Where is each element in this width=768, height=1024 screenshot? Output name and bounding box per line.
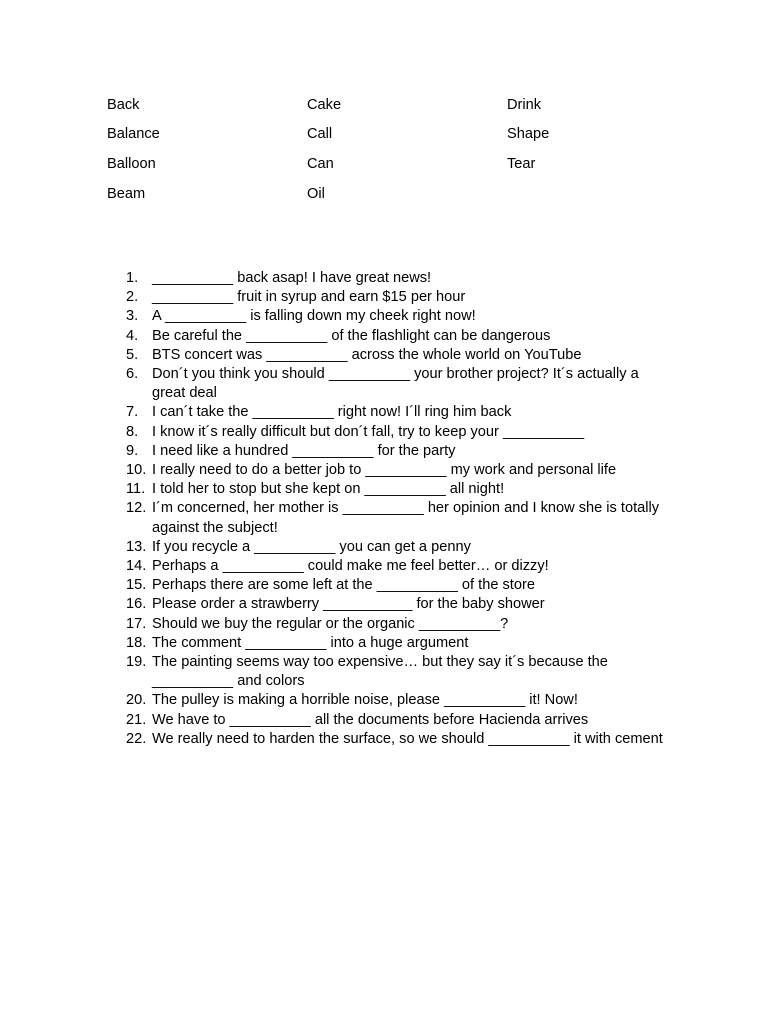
exercise-sentence: Be careful the __________ of the flashlight can be dangerous xyxy=(152,327,551,344)
exercise-sentence: Perhaps there are some left at the __________ of the store xyxy=(152,577,535,594)
word-bank-word: Oil xyxy=(307,185,325,202)
word-bank-row xyxy=(107,90,707,120)
exercise-sentence: I really need to do a better job to __________ my work and personal life xyxy=(152,462,617,479)
exercise-number: 2. xyxy=(126,289,139,306)
word-bank-word: Beam xyxy=(107,185,146,202)
exercise-item xyxy=(126,576,666,595)
exercise-item xyxy=(126,499,666,537)
exercise-sentence: Should we buy the regular or the organic __________? xyxy=(152,615,509,632)
word-bank-word: Cake xyxy=(307,96,342,113)
exercise-sentence: I know it´s really difficult but don´t fall, try to keep your __________ xyxy=(152,423,585,440)
word-bank xyxy=(107,90,707,208)
exercise-sentence: The comment __________ into a huge argument xyxy=(152,634,469,651)
exercise-item xyxy=(126,557,666,576)
exercise-sentence: We really need to harden the surface, so we should __________ it with cement xyxy=(152,730,663,747)
word-bank-row xyxy=(107,120,707,150)
exercise-item xyxy=(126,595,666,614)
exercise-item xyxy=(126,461,666,480)
exercise-item xyxy=(126,634,666,653)
exercise-sentence: Perhaps a __________ could make me feel better… or dizzy! xyxy=(152,558,549,575)
exercise-item xyxy=(126,346,666,365)
exercise-sentence: The pulley is making a horrible noise, please __________ it! Now! xyxy=(152,692,578,709)
exercise-number: 18. xyxy=(126,634,147,651)
exercise-number: 17. xyxy=(126,615,147,632)
exercise-sentence: I need like a hundred __________ for the party xyxy=(152,442,456,459)
exercise-item xyxy=(126,653,666,691)
exercise-item xyxy=(126,269,666,288)
exercise-sentence: I told her to stop but she kept on __________ all night! xyxy=(152,481,505,498)
exercise-number: 11. xyxy=(126,481,146,498)
exercise-number: 7. xyxy=(126,404,139,421)
exercise-item xyxy=(126,730,666,749)
exercise-number: 20. xyxy=(126,692,147,709)
exercise-sentence: __________ fruit in syrup and earn $15 per hour xyxy=(152,289,466,306)
word-bank-word: Drink xyxy=(507,96,542,113)
exercise-number: 10. xyxy=(126,462,147,479)
exercise-item xyxy=(126,480,666,499)
exercise-item xyxy=(126,403,666,422)
word-bank-word: Balance xyxy=(107,126,160,143)
exercise-item xyxy=(126,691,666,710)
exercise-sentence: Please order a strawberry ___________ for the baby shower xyxy=(152,596,545,613)
word-bank-word: Shape xyxy=(507,126,550,143)
exercise-item xyxy=(126,423,666,442)
exercise-number: 21. xyxy=(126,711,147,728)
exercise-item xyxy=(126,615,666,634)
exercise-number: 15. xyxy=(126,577,147,594)
word-bank-word: Balloon xyxy=(107,155,156,172)
word-bank-word: Can xyxy=(307,155,334,172)
exercise-number: 3. xyxy=(126,308,139,325)
exercise-item xyxy=(126,288,666,307)
exercise-number: 19. xyxy=(126,654,147,671)
word-bank-word: Tear xyxy=(507,155,536,172)
exercise-sentence: A __________ is falling down my cheek right now! xyxy=(152,308,476,325)
exercise-number: 12. xyxy=(126,500,147,517)
exercise-sentence: If you recycle a __________ you can get a penny xyxy=(152,538,471,555)
exercise-item xyxy=(126,307,666,326)
exercise-item xyxy=(126,711,666,730)
exercise-number: 16. xyxy=(126,596,147,613)
exercise-sentence: __________ back asap! I have great news! xyxy=(152,270,432,286)
exercise-list xyxy=(126,269,666,749)
exercise-sentence: I can´t take the __________ right now! I´ll ring him back xyxy=(152,404,512,421)
word-bank-row xyxy=(107,179,707,209)
exercise-number: 22. xyxy=(126,730,147,747)
exercise-sentence: I´m concerned, her mother is __________ her opinion and I know she is totally against the subject! xyxy=(152,500,664,536)
exercise-number: 4. xyxy=(126,327,139,344)
exercise-item xyxy=(126,538,666,557)
exercise-item xyxy=(126,365,666,403)
exercise-number: 14. xyxy=(126,558,147,575)
word-bank-word: Call xyxy=(307,126,333,143)
exercise-number: 13. xyxy=(126,538,147,555)
exercise-number: 8. xyxy=(126,423,139,440)
word-bank-row xyxy=(107,149,707,179)
exercise-item xyxy=(126,442,666,461)
exercise-number: 6. xyxy=(126,366,139,383)
exercise-sentence: The painting seems way too expensive… but they say it´s because the __________ and colors xyxy=(152,654,612,690)
exercise-number: 1. xyxy=(126,270,139,286)
exercise-number: 9. xyxy=(126,442,139,459)
exercise-sentence: BTS concert was __________ across the whole world on YouTube xyxy=(152,346,582,363)
exercise-number: 5. xyxy=(126,346,139,363)
word-bank-word: Back xyxy=(107,96,140,113)
exercise-sentence: Don´t you think you should __________ your brother project? It´s actually a great deal xyxy=(152,366,643,402)
exercise-item xyxy=(126,327,666,346)
exercise-sentence: We have to __________ all the documents before Hacienda arrives xyxy=(152,711,589,728)
